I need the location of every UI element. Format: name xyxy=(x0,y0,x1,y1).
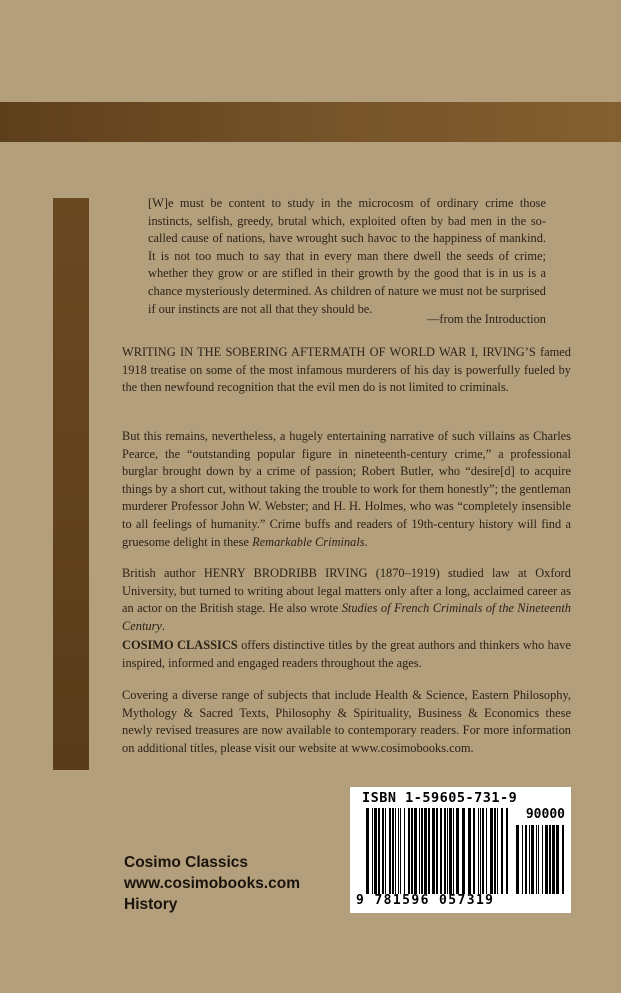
footer-publisher: Cosimo Classics xyxy=(124,854,249,871)
price-code: 90000 xyxy=(525,807,565,822)
footer-category: History xyxy=(124,896,178,913)
intro-quote: [W]e must be content to study in the microcosm of ordinary crime those instincts, selfish, greedy, brutal which, exploited often by bad men in the so-called cause of nations, have wrought such havoc to the happiness of mankind. It is not too much to say that in every man there dwell the seeds of crime; whether they grow or are stifled in their growth by the good that is in us is a chance mysteriously determined. As children of nature we must not be surprised if our instincts are not all that they should be. xyxy=(148,196,546,316)
publisher-paragraph xyxy=(122,637,571,672)
author-bio-paragraph xyxy=(122,565,571,635)
author-bio-text: British author HENRY BRODRIBB IRVING (1870–1919) studied law at Oxford University, but turned to writing about legal matters only after a long, acclaimed career as an actor on the British stage. He also wrote xyxy=(122,566,571,616)
paragraph-2-text: But this remains, nevertheless, a hugely entertaining narrative of such villains as Charles Pearce, the “outstanding popular figure in nineteenth-century crime,” a professional burglar brought down by a crime of passion; Robert Butler, who “desire[d] to acquire things by a short cut, without taking the trouble to work for them honestly”; the gentleman murderer Professor John W. Webster; and H. H. Holmes, who was “completely insensible to all feelings of humanity.” Crime buffs and readers of 19th-century history will find a gruesome delight in these xyxy=(122,429,571,549)
author-bio-end: . xyxy=(161,618,166,633)
publisher-footer xyxy=(124,852,300,915)
side-decorative-bar xyxy=(53,198,89,770)
publisher-paragraph-text: offers distinctive titles by the great authors and thinkers who have inspired, informed and engaged readers throughout the ages. xyxy=(122,638,571,670)
description-paragraph-2 xyxy=(122,428,571,551)
footer-website: www.cosimobooks.com xyxy=(124,875,300,892)
subjects-paragraph: Covering a diverse range of subjects that include Health & Science, Eastern Philosophy, Mythology & Sacred Texts, Philosophy & Spirituality, Business & Economics these newly revised treasures are now available to contemporary readers. For more information on additional titles, please visit our website at www.cosimobooks.com. xyxy=(122,688,571,755)
quote-attribution: —from the Introduction xyxy=(426,312,546,326)
paragraph-2-end: . xyxy=(364,534,368,549)
description-paragraph-1: WRITING IN THE SOBERING AFTERMATH OF WORLD WAR I, IRVING’S famed 1918 treatise on some of the most infamous murderers of his day is powerfully fueled by the then newfound recognition that the evil men do is not limited to criminals. xyxy=(122,345,571,395)
publisher-brand: COSIMO CLASSICS xyxy=(122,638,238,652)
ean-digits: 9 781596 057319 xyxy=(356,893,495,908)
isbn-barcode xyxy=(350,787,571,913)
top-decorative-band xyxy=(0,102,621,142)
other-book-title: Studies of French Criminals of the Nineteenth Century xyxy=(122,601,571,633)
isbn-label: ISBN 1-59605-731-9 xyxy=(362,790,518,806)
book-title: Remarkable Criminals xyxy=(252,534,365,549)
